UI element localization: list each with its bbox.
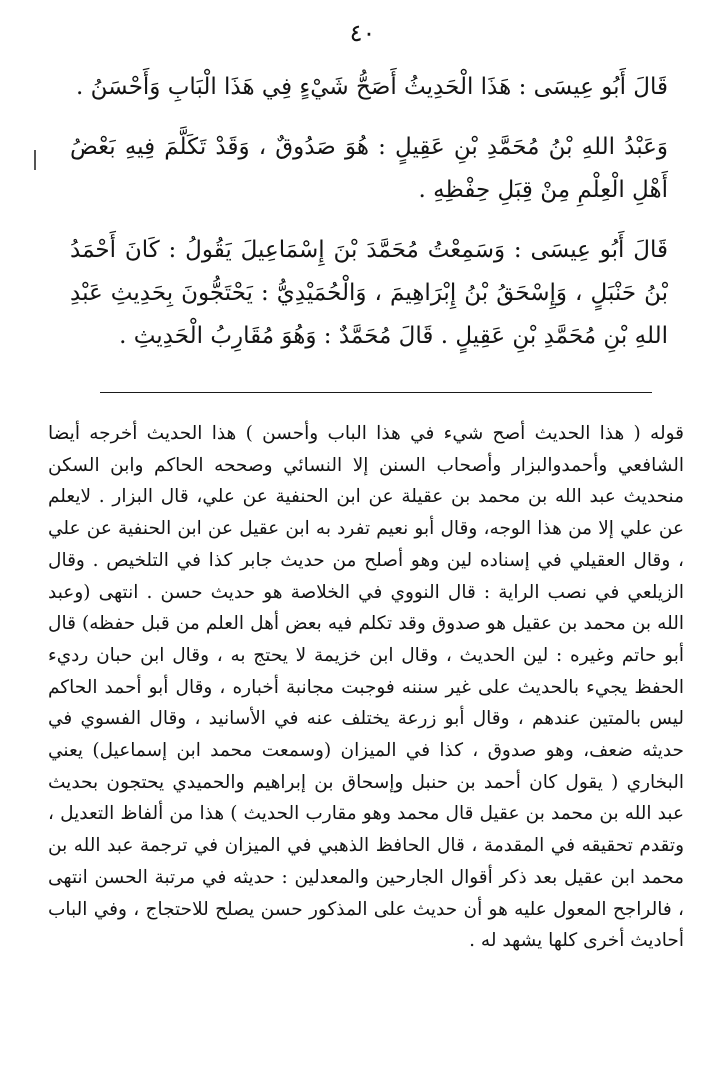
page-number: ٤٠ <box>349 19 376 47</box>
main-paragraph: وَعَبْدُ اللهِ بْنُ مُحَمَّدِ بْنِ عَقِيلٍ : هُوَ صَدُوقٌ ، وَقَدْ تَكَلَّمَ فِيهِ بَعْضُ أَهْلِ الْعِلْمِ مِنْ قِبَلِ حِفْظِهِ . <box>70 134 668 203</box>
main-paragraph: قَالَ أَبُو عِيسَى : هَذَا الْحَدِيثُ أَصَحُّ شَيْءٍ فِي هَذَا الْبَابِ وَأَحْسَنُ . <box>76 74 668 100</box>
commentary-paragraph: قوله ( هذا الحديث أصح شيء في هذا الباب وأحسن ) هذا الحديث أخرجه أيضا الشافعي وأحمدوالبزار وأصحاب السنن إلا النسائي وصححه الحاكم وابن السكن منحديث عبد الله بن محمد بن عقيلة عن ابن الحنفية عن علي، قال البزار . لايعلم عن علي إلا من هذا الوجه، وقال أبو نعيم تفرد به ابن عقيل عن ابن الحنفية عن علي ، وقال العقيلي في إسناده لين وهو أصلح من حديث جابر كذا في التلخيص . وقال الزيلعي في نصب الراية : قال النووي في الخلاصة هو حديث حسن . انتهى (وعبد الله بن محمد بن عقيل هو صدوق وقد تكلم فيه بعض أهل العلم من قبل حفظه) قال أبو حاتم وغيره : لين الحديث ، وقال ابن خزيمة لا يحتج به ، وقال ابن حبان رديء الحفظ يجيء بالحديث على غير سننه فوجبت مجانبة أخباره ، وقال أبو أحمد الحاكم ليس بالمتين عندهم ، وقال أبو زرعة يختلف عنه في الأسانيد ، وقال الفسوي في حديثه ضعف، وهو صدوق ، كذا في الميزان (وسمعت محمد ابن إسماعيل) يعني البخاري ( يقول كان أحمد بن حنبل وإسحاق بن إبراهيم والحميدي يحتجون بحديث عبد الله بن محمد بن عقيل قال محمد وهو مقارب الحديث ) هذا من ألفاظ التعديل ، وتقدم تحقيقه في المقدمة ، قال الحافظ الذهبي في الميزان في ترجمة عبد الله بن محمد ابن عقيل بعد ذكر أقوال الجارحين والمعدلين : حديثه في مرتبة الحسن انتهى ، فالراجح المعول عليه هو أن حديث على المذكور حسن يصلح للاحتجاج ، وفي الباب أحاديث أخرى كلها يشهد له . <box>48 423 684 952</box>
main-paragraph: قَالَ أَبُو عِيسَى : وَسَمِعْتُ مُحَمَّدَ بْنَ إِسْمَاعِيلَ يَقُولُ : كَانَ أَحْمَدُ بْنُ حَنْبَلٍ ، وَإِسْحَقُ بْنُ إِبْرَاهِيمَ ، وَالْحُمَيْدِيُّ : يَحْتَجُّونَ بِحَدِيثِ عَبْدِ اللهِ بْنِ مُحَمَّدِ بْنِ عَقِيلٍ . قَالَ مُحَمَّدٌ : وَهُوَ مُقَارِبُ الْحَدِيثِ . <box>70 237 668 349</box>
main-hadith-text <box>70 66 668 375</box>
section-divider <box>100 392 652 393</box>
commentary-text <box>48 418 684 957</box>
scan-edge-mark <box>34 150 36 170</box>
